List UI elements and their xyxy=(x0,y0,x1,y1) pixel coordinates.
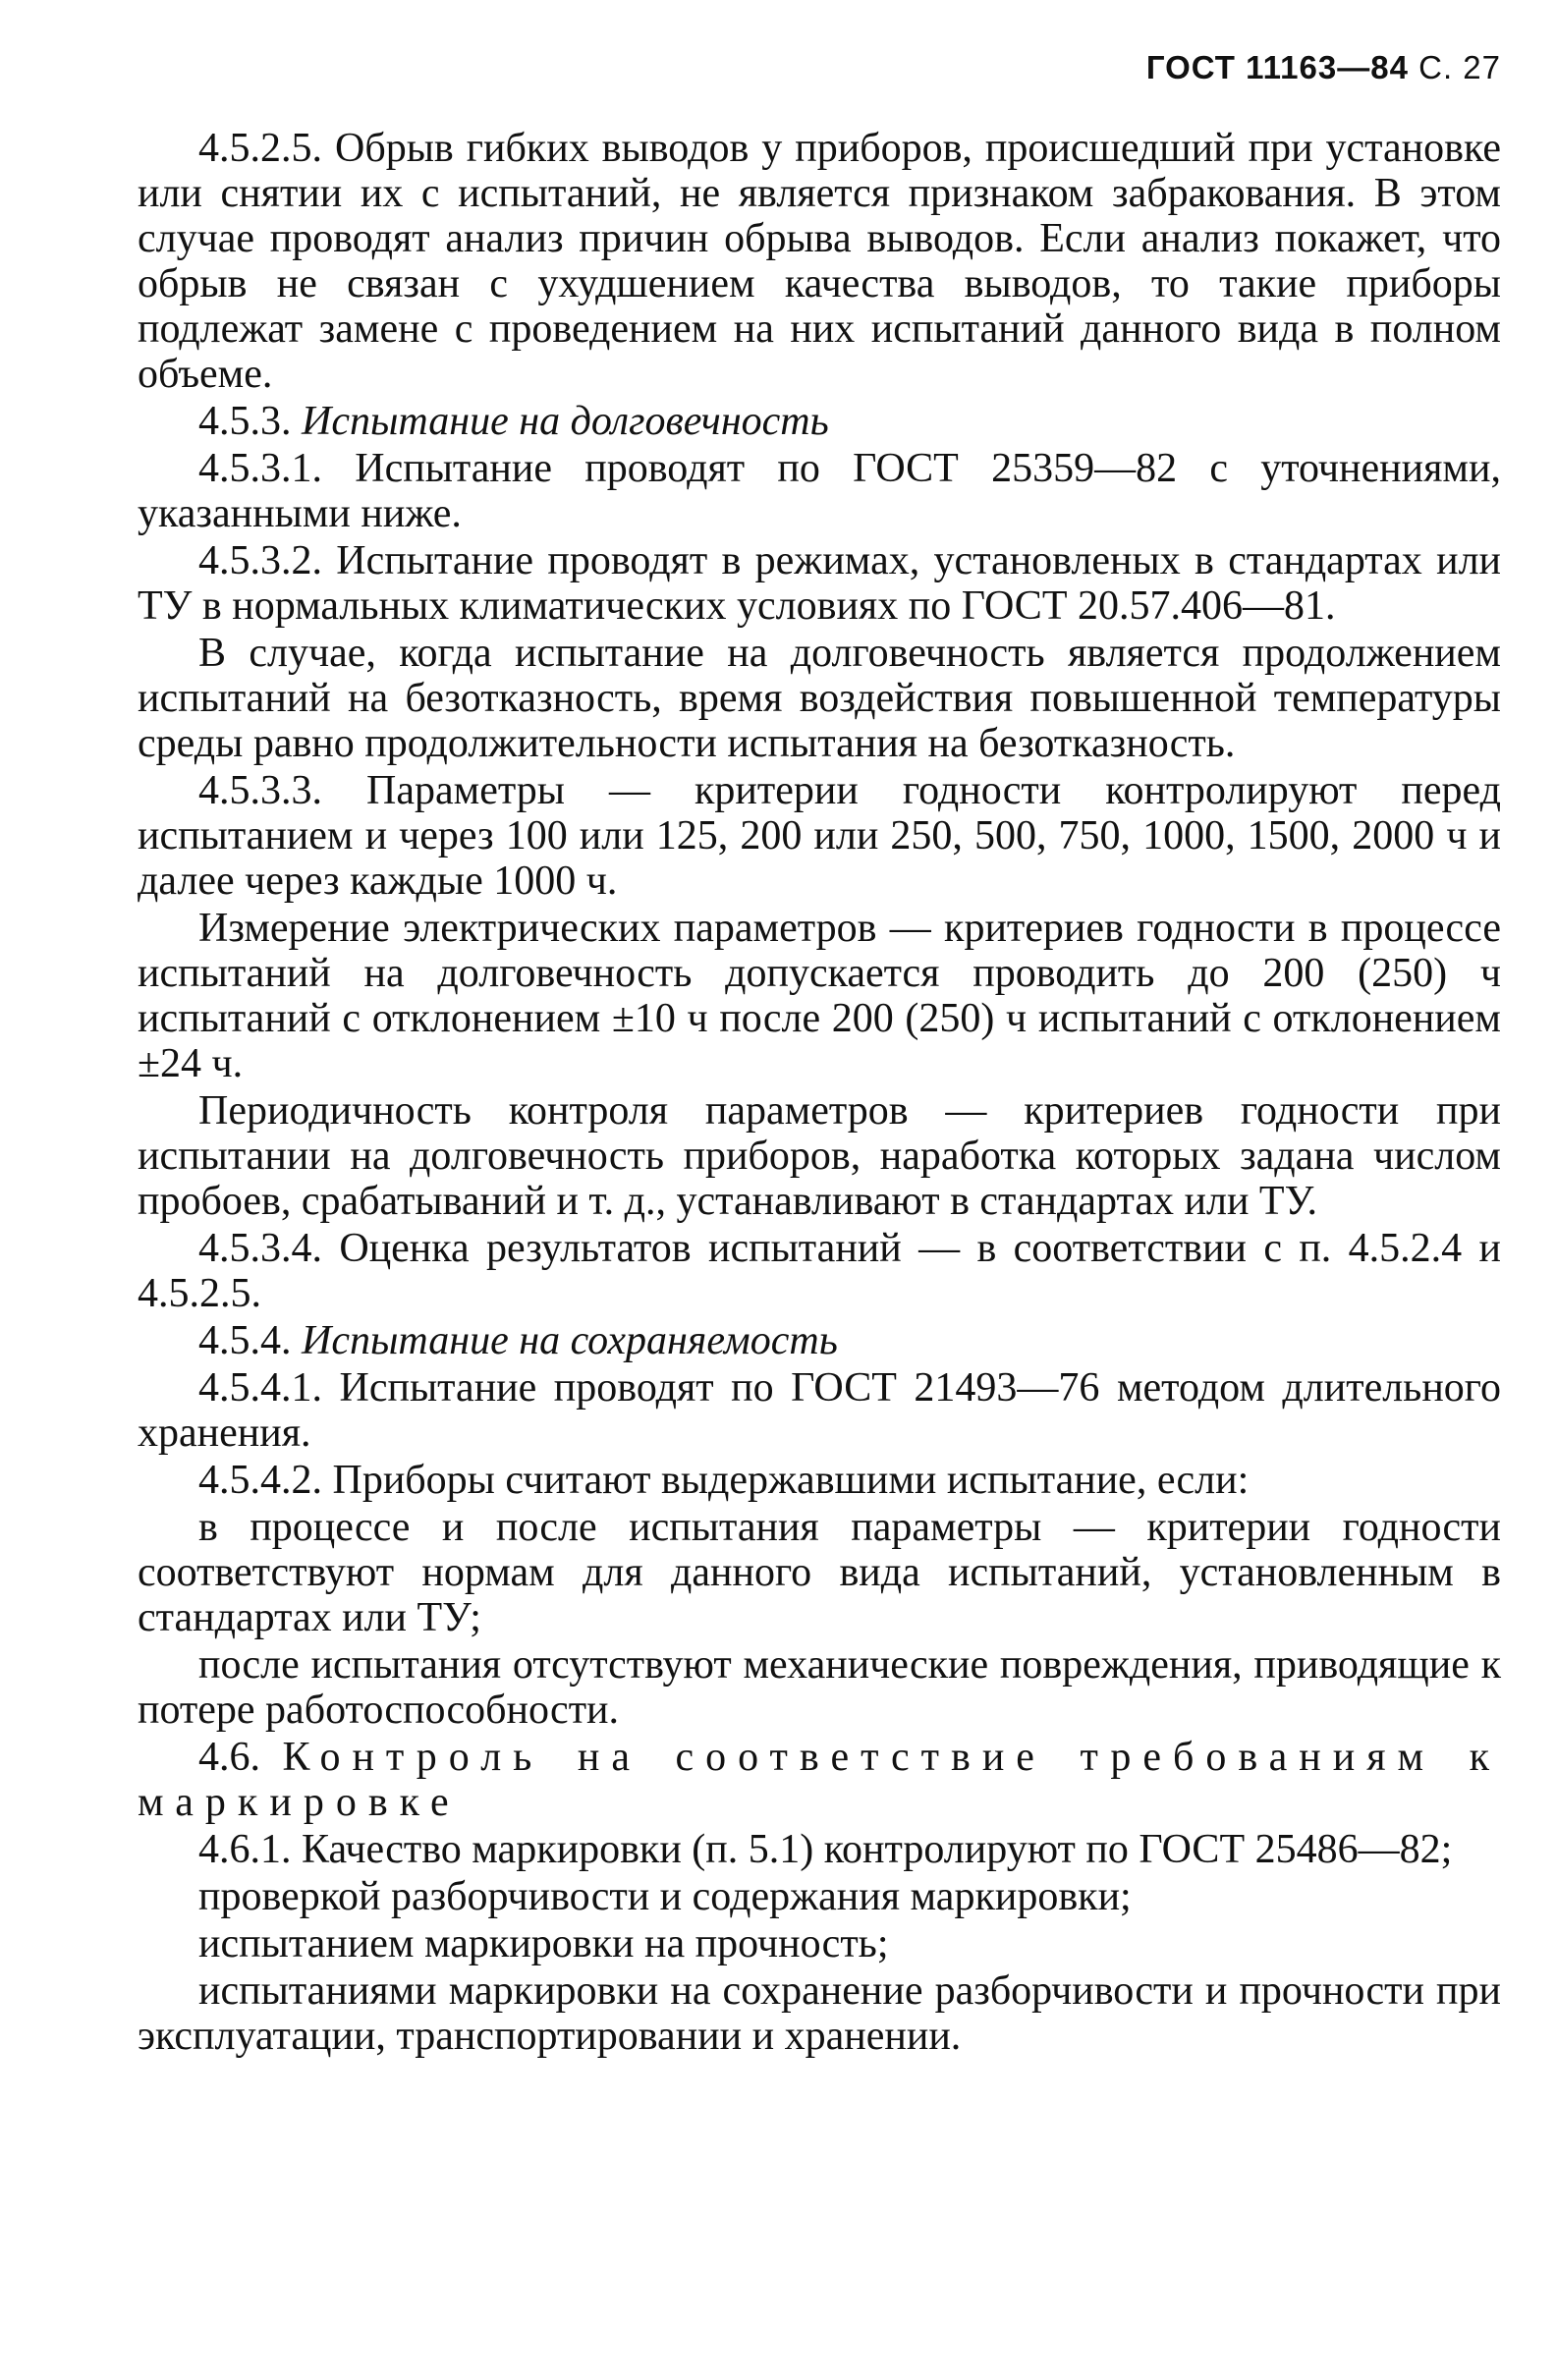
paragraph-continuation: В случае, когда испытание на долговечность является продолжением испытаний на безотказность, время воздействия повышенной температуры среды равно продолжительности испытания на безотказность. xyxy=(138,631,1501,766)
paragraph-4-5-4-2: 4.5.4.2. Приборы считают выдержавшими испытание, если: xyxy=(198,1458,1250,1503)
paragraph-4-5-4-1: 4.5.4.1. Испытание проводят по ГОСТ 21493—76 методом длительного хранения. xyxy=(138,1365,1501,1456)
document-page xyxy=(138,49,1501,2061)
list-item: проверкой разборчивости и содержания маркировки; xyxy=(198,1874,1132,1919)
section-heading-4-5-3 xyxy=(138,399,1501,444)
document-body xyxy=(138,126,1501,2059)
page-header xyxy=(138,49,1501,86)
section-number: 4.5.4. xyxy=(198,1318,292,1363)
paragraph-4-5-3-3: 4.5.3.3. Параметры — критерии годности контролируют перед испытанием и через 100 или 125, 200 или 250, 500, 750, 1000, 1500, 2000 ч и далее через каждые 1000 ч. xyxy=(138,768,1501,904)
paragraph-4-6-1: 4.6.1. Качество маркировки (п. 5.1) контролируют по ГОСТ 25486—82; xyxy=(198,1827,1453,1872)
paragraph-continuation: Периодичность контроля параметров — критериев годности при испытании на долговечность приборов, наработка которых задана числом пробоев, срабатываний и т. д., устанавливают в стандартах или ТУ. xyxy=(138,1088,1501,1224)
page-number: С. 27 xyxy=(1418,49,1501,85)
paragraph-4-5-2-5: 4.5.2.5. Обрыв гибких выводов у приборов, происшедший при установке или снятии их с испытаний, не является признаком забракования. В этом случае проводят анализ причин обрыва выводов. Если анализ покажет, что обрыв не связан с ухудшением качества выводов, то такие приборы подлежат замене с проведением на них испытаний данного вида в полном объеме. xyxy=(138,126,1501,397)
paragraph-4-5-3-4: 4.5.3.4. Оценка результатов испытаний — в соответствии с п. 4.5.2.4 и 4.5.2.5. xyxy=(138,1226,1501,1316)
section-number: 4.5.3. xyxy=(198,399,292,444)
standard-number: ГОСТ 11163—84 xyxy=(1145,49,1409,85)
list-item: в процессе и после испытания параметры — критерии годности соответствуют нормам для данного вида испытаний, установленным в стандартах или ТУ; xyxy=(138,1505,1501,1640)
list-item: испытаниями маркировки на сохранение разборчивости и прочности при эксплуатации, транспортировании и хранении. xyxy=(138,1968,1501,2059)
list-item: испытанием маркировки на прочность; xyxy=(198,1921,889,1966)
paragraph-4-5-3-2: 4.5.3.2. Испытание проводят в режимах, установленых в стандартах или ТУ в нормальных климатических условиях по ГОСТ 20.57.406—81. xyxy=(138,538,1501,629)
section-heading-4-6 xyxy=(138,1735,1501,1825)
paragraph-continuation: Измерение электрических параметров — критериев годности в процессе испытаний на долговечность допускается проводить до 200 (250) ч испытаний с отклонением ±10 ч после 200 (250) ч испытаний с отклонением ±24 ч. xyxy=(138,906,1501,1086)
section-number: 4.6. xyxy=(198,1735,260,1780)
section-title: Испытание на сохраняемость xyxy=(302,1318,838,1363)
section-title: Контроль на соответствие требованиям к маркировке xyxy=(138,1735,1502,1825)
list-item: после испытания отсутствуют механические повреждения, приводящие к потере работоспособности. xyxy=(138,1642,1501,1733)
section-heading-4-5-4 xyxy=(138,1318,1501,1363)
section-title: Испытание на долговечность xyxy=(302,399,829,444)
paragraph-4-5-3-1: 4.5.3.1. Испытание проводят по ГОСТ 25359—82 с уточнениями, указанными ниже. xyxy=(138,446,1501,536)
